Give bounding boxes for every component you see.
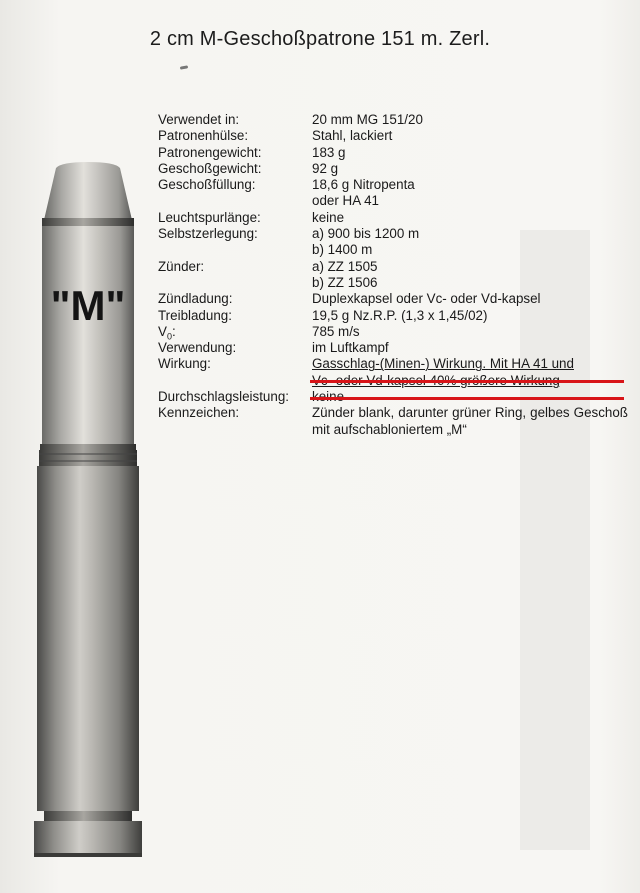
spec-value: 785 m/s	[312, 323, 360, 339]
spec-row-verwendet-in	[158, 112, 628, 128]
spec-label: Patronenhülse:	[158, 128, 249, 144]
spec-row-geschossgewicht	[158, 161, 628, 177]
spec-value: oder HA 41	[312, 193, 379, 209]
spec-row-patronengewicht	[158, 145, 628, 161]
spec-table	[158, 112, 628, 438]
spec-value: b) ZZ 1506	[312, 274, 378, 290]
spec-row-leuchtspurlaenge	[158, 210, 628, 226]
cartridge-illustration	[26, 158, 151, 878]
spec-row-selbstzerlegung	[158, 226, 628, 259]
red-highlight-line	[310, 380, 624, 383]
spec-value: a) ZZ 1505	[312, 258, 378, 274]
v-colon: :	[171, 323, 176, 339]
projectile-marking-m: "M"	[50, 282, 126, 329]
page-title: 2 cm M-Geschoßpatrone 151 m. Zerl.	[149, 28, 491, 50]
cartridge-case	[37, 466, 139, 811]
fuze-ring	[42, 218, 134, 226]
spec-label: Kennzeichen:	[158, 405, 240, 421]
spec-row-zuender	[158, 259, 628, 292]
spec-label: Durchschlagsleistung:	[158, 389, 289, 405]
spec-value: Duplexkapsel oder Vc- oder Vd-kapsel	[312, 291, 541, 307]
spec-value: Stahl, lackiert	[312, 128, 393, 144]
spec-label: Leuchtspurlänge:	[158, 209, 261, 225]
spec-row-patronenhuelse	[158, 128, 628, 144]
v-subscript: 0	[166, 331, 172, 342]
spec-label: Zündladung:	[158, 291, 233, 307]
spec-value: b) 1400 m	[312, 242, 373, 258]
spec-value: 183 g	[312, 144, 346, 160]
spec-label: Selbstzerlegung:	[158, 226, 258, 242]
spec-value: im Luftkampf	[312, 340, 389, 356]
extractor-groove	[44, 811, 132, 821]
spec-value-highlighted: Gasschlag-(Minen-) Wirkung. Mit HA 41 und	[312, 356, 574, 372]
case-rim	[34, 821, 142, 857]
spec-label: Zünder:	[158, 258, 205, 274]
spec-label: Geschoßgewicht:	[158, 160, 262, 176]
spec-row-geschossfuellung	[158, 177, 628, 210]
v-letter: V	[158, 323, 167, 339]
spec-row-treibladung	[158, 308, 628, 324]
red-highlight-line	[310, 397, 624, 400]
spec-label: Verwendung:	[158, 340, 237, 356]
spec-label: Verwendet in:	[158, 112, 240, 127]
spec-label: Treibladung:	[158, 307, 232, 323]
spec-value: 18,6 g Nitropenta	[312, 177, 415, 193]
spec-value: keine	[312, 209, 345, 225]
spec-row-kennzeichen	[158, 405, 628, 438]
fuze-nose	[44, 162, 132, 220]
spec-value: 19,5 g Nz.R.P. (1,3 x 1,45/02)	[312, 307, 488, 323]
projectile-body	[42, 226, 134, 448]
spec-value: 92 g	[312, 160, 339, 176]
spec-row-v0	[158, 324, 628, 340]
spec-value: 20 mm MG 151/20	[312, 112, 423, 127]
spec-value: Zünder blank, darunter grüner Ring, gelbes Geschoß mit aufschabloniertem „M“	[312, 405, 628, 437]
spec-label: Wirkung:	[158, 356, 211, 372]
spec-row-wirkung	[158, 356, 628, 389]
spec-value: a) 900 bis 1200 m	[312, 226, 420, 242]
spec-row-verwendung	[158, 340, 628, 356]
driving-band	[39, 450, 137, 466]
spec-label: Patronengewicht:	[158, 144, 262, 160]
spec-label: Geschoßfüllung:	[158, 177, 256, 193]
spec-row-zuendladung	[158, 291, 628, 307]
